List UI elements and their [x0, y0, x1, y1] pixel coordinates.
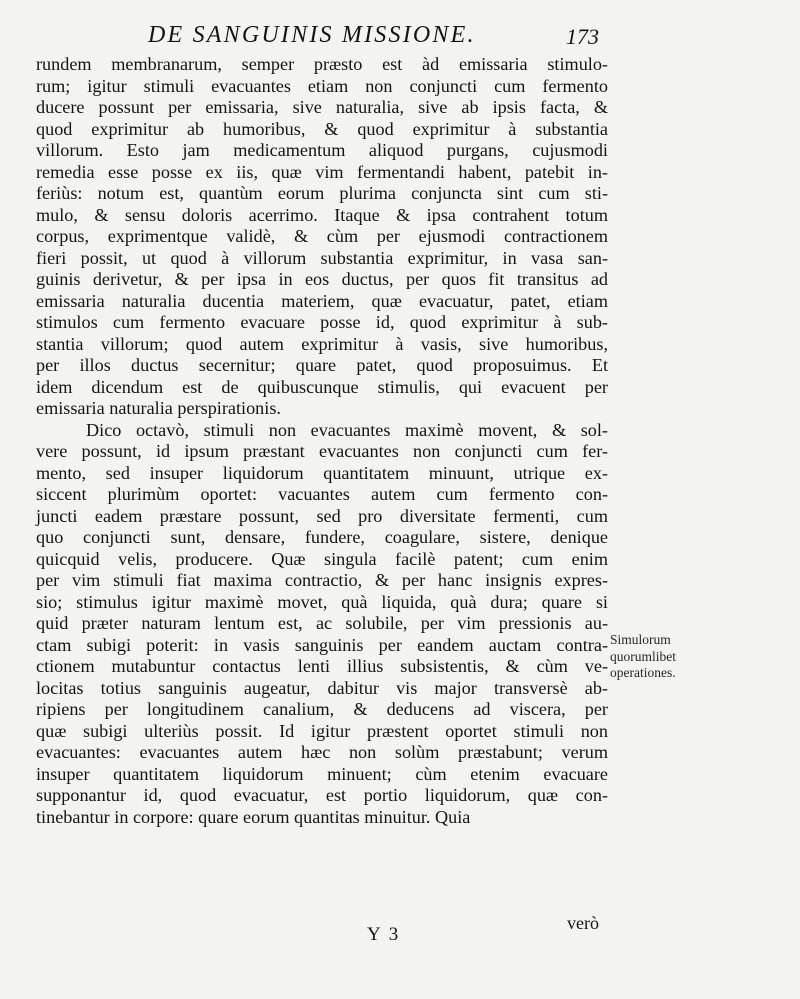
marginal-note-line: Simulorum [610, 632, 671, 647]
text-line: per vim stimuli fiat maxima contractio, & per hanc insignis expres- [36, 570, 608, 590]
text-line: rum; igitur stimuli evacuantes etiam non conjuncti cum fermento [36, 75, 608, 96]
text-line: idem dicendum est de quibuscunque stimulis, qui evacuent per [36, 376, 608, 397]
text-line: quæ subigi ulteriùs possit. Id igitur præstent oportet stimuli non [36, 720, 608, 741]
text-line: guinis derivetur, & per ipsa in eos ductus, per quos fit transitus ad [36, 269, 608, 289]
marginal-note [610, 632, 710, 682]
text-line: siccent plurimùm oportet: vacuantes autem cum fermento con- [36, 484, 608, 504]
text-line: quicquid velis, producere. Quæ singula facilè patent; cum enim [36, 548, 608, 569]
text-line: fieri possit, ut quod à villorum substantia exprimitur, in vasa san- [36, 247, 608, 268]
text-line: sio; stimulus igitur maximè movet, quà liquida, quà dura; quare si [36, 591, 608, 612]
text-line: stimulos cum fermento evacuare posse id, quod exprimitur à sub- [36, 312, 608, 332]
text-line: supponantur id, quod evacuatur, est portio liquidorum, quæ con- [36, 785, 608, 805]
signature-mark: Y 3 [367, 924, 401, 945]
text-line: evacuantes: evacuantes autem hæc non solùm præstabunt; verum [36, 742, 608, 762]
text-line: mento, sed insuper liquidorum quantitatem minuunt, utrique ex- [36, 462, 608, 483]
body-text [36, 54, 608, 828]
text-line: corpus, exprimentque validè, & cùm per ejusmodi contractionem [36, 226, 608, 246]
text-line: quod exprimitur ab humoribus, & quod exprimitur à substantia [36, 118, 608, 139]
text-line: ctam subigi poterit: in vasis sanguinis per eandem auctam contra- [36, 634, 608, 655]
page-number: 173 [566, 24, 599, 49]
text-line: ripiens per longitudinem canalium, & deducens ad viscera, per [36, 699, 608, 719]
running-title: DE SANGUINIS MISSIONE. [148, 22, 476, 48]
text-line: emissaria naturalia ducentia materiem, quæ evacuatur, patet, etiam [36, 290, 608, 311]
text-line: ducere possunt per emissaria, sive naturalia, sive ab ipsis facta, & [36, 97, 608, 117]
text-line: quo conjuncti sunt, densare, fundere, coagulare, sistere, denique [36, 527, 608, 547]
marginal-note-line: operationes. [610, 665, 676, 680]
text-line: juncti eadem præstare possunt, sed pro diversitate fermenti, cum [36, 505, 608, 526]
text-line: quid præter naturam lentum est, ac solubile, per vim pressionis au- [36, 613, 608, 633]
catchword: verò [567, 913, 599, 933]
text-line: villorum. Esto jam medicamentum aliquod purgans, cujusmodi [36, 140, 608, 160]
text-line: stantia villorum; quod autem exprimitur à vasis, sive humoribus, [36, 333, 608, 354]
text-line: locitas totius sanguinis augeatur, dabitur vis major transversè ab- [36, 677, 608, 698]
text-line: emissaria naturalia perspirationis. [36, 398, 281, 418]
text-line: per illos ductus secernitur; quare patet, quod proposuimus. Et [36, 355, 608, 375]
text-line: rundem membranarum, semper præsto est àd emissaria stimulo- [36, 54, 608, 74]
text-line: ctionem mutabuntur contactus lenti illius subsistentis, & cùm ve- [36, 656, 608, 676]
marginal-note-line: quorumlibet [610, 648, 676, 664]
text-line: remedia esse posse ex iis, quæ vim fermentandi habent, patebit in- [36, 161, 608, 182]
text-line: insuper quantitatem liquidorum minuent; cùm etenim evacuare [36, 763, 608, 784]
text-line: vere possunt, id ipsum præstant evacuantes non conjuncti cum fer- [36, 441, 608, 461]
text-line: tinebantur in corpore: quare eorum quantitas minuitur. Quia [36, 806, 471, 827]
text-line: mulo, & sensu doloris acerrimo. Itaque & ipsa contrahent totum [36, 204, 608, 225]
running-head [0, 22, 800, 52]
text-line: Dico octavò, stimuli non evacuantes maximè movent, & sol- [86, 419, 608, 440]
text-line: feriùs: notum est, quantùm eorum plurima conjuncta sint cum sti- [36, 183, 608, 203]
